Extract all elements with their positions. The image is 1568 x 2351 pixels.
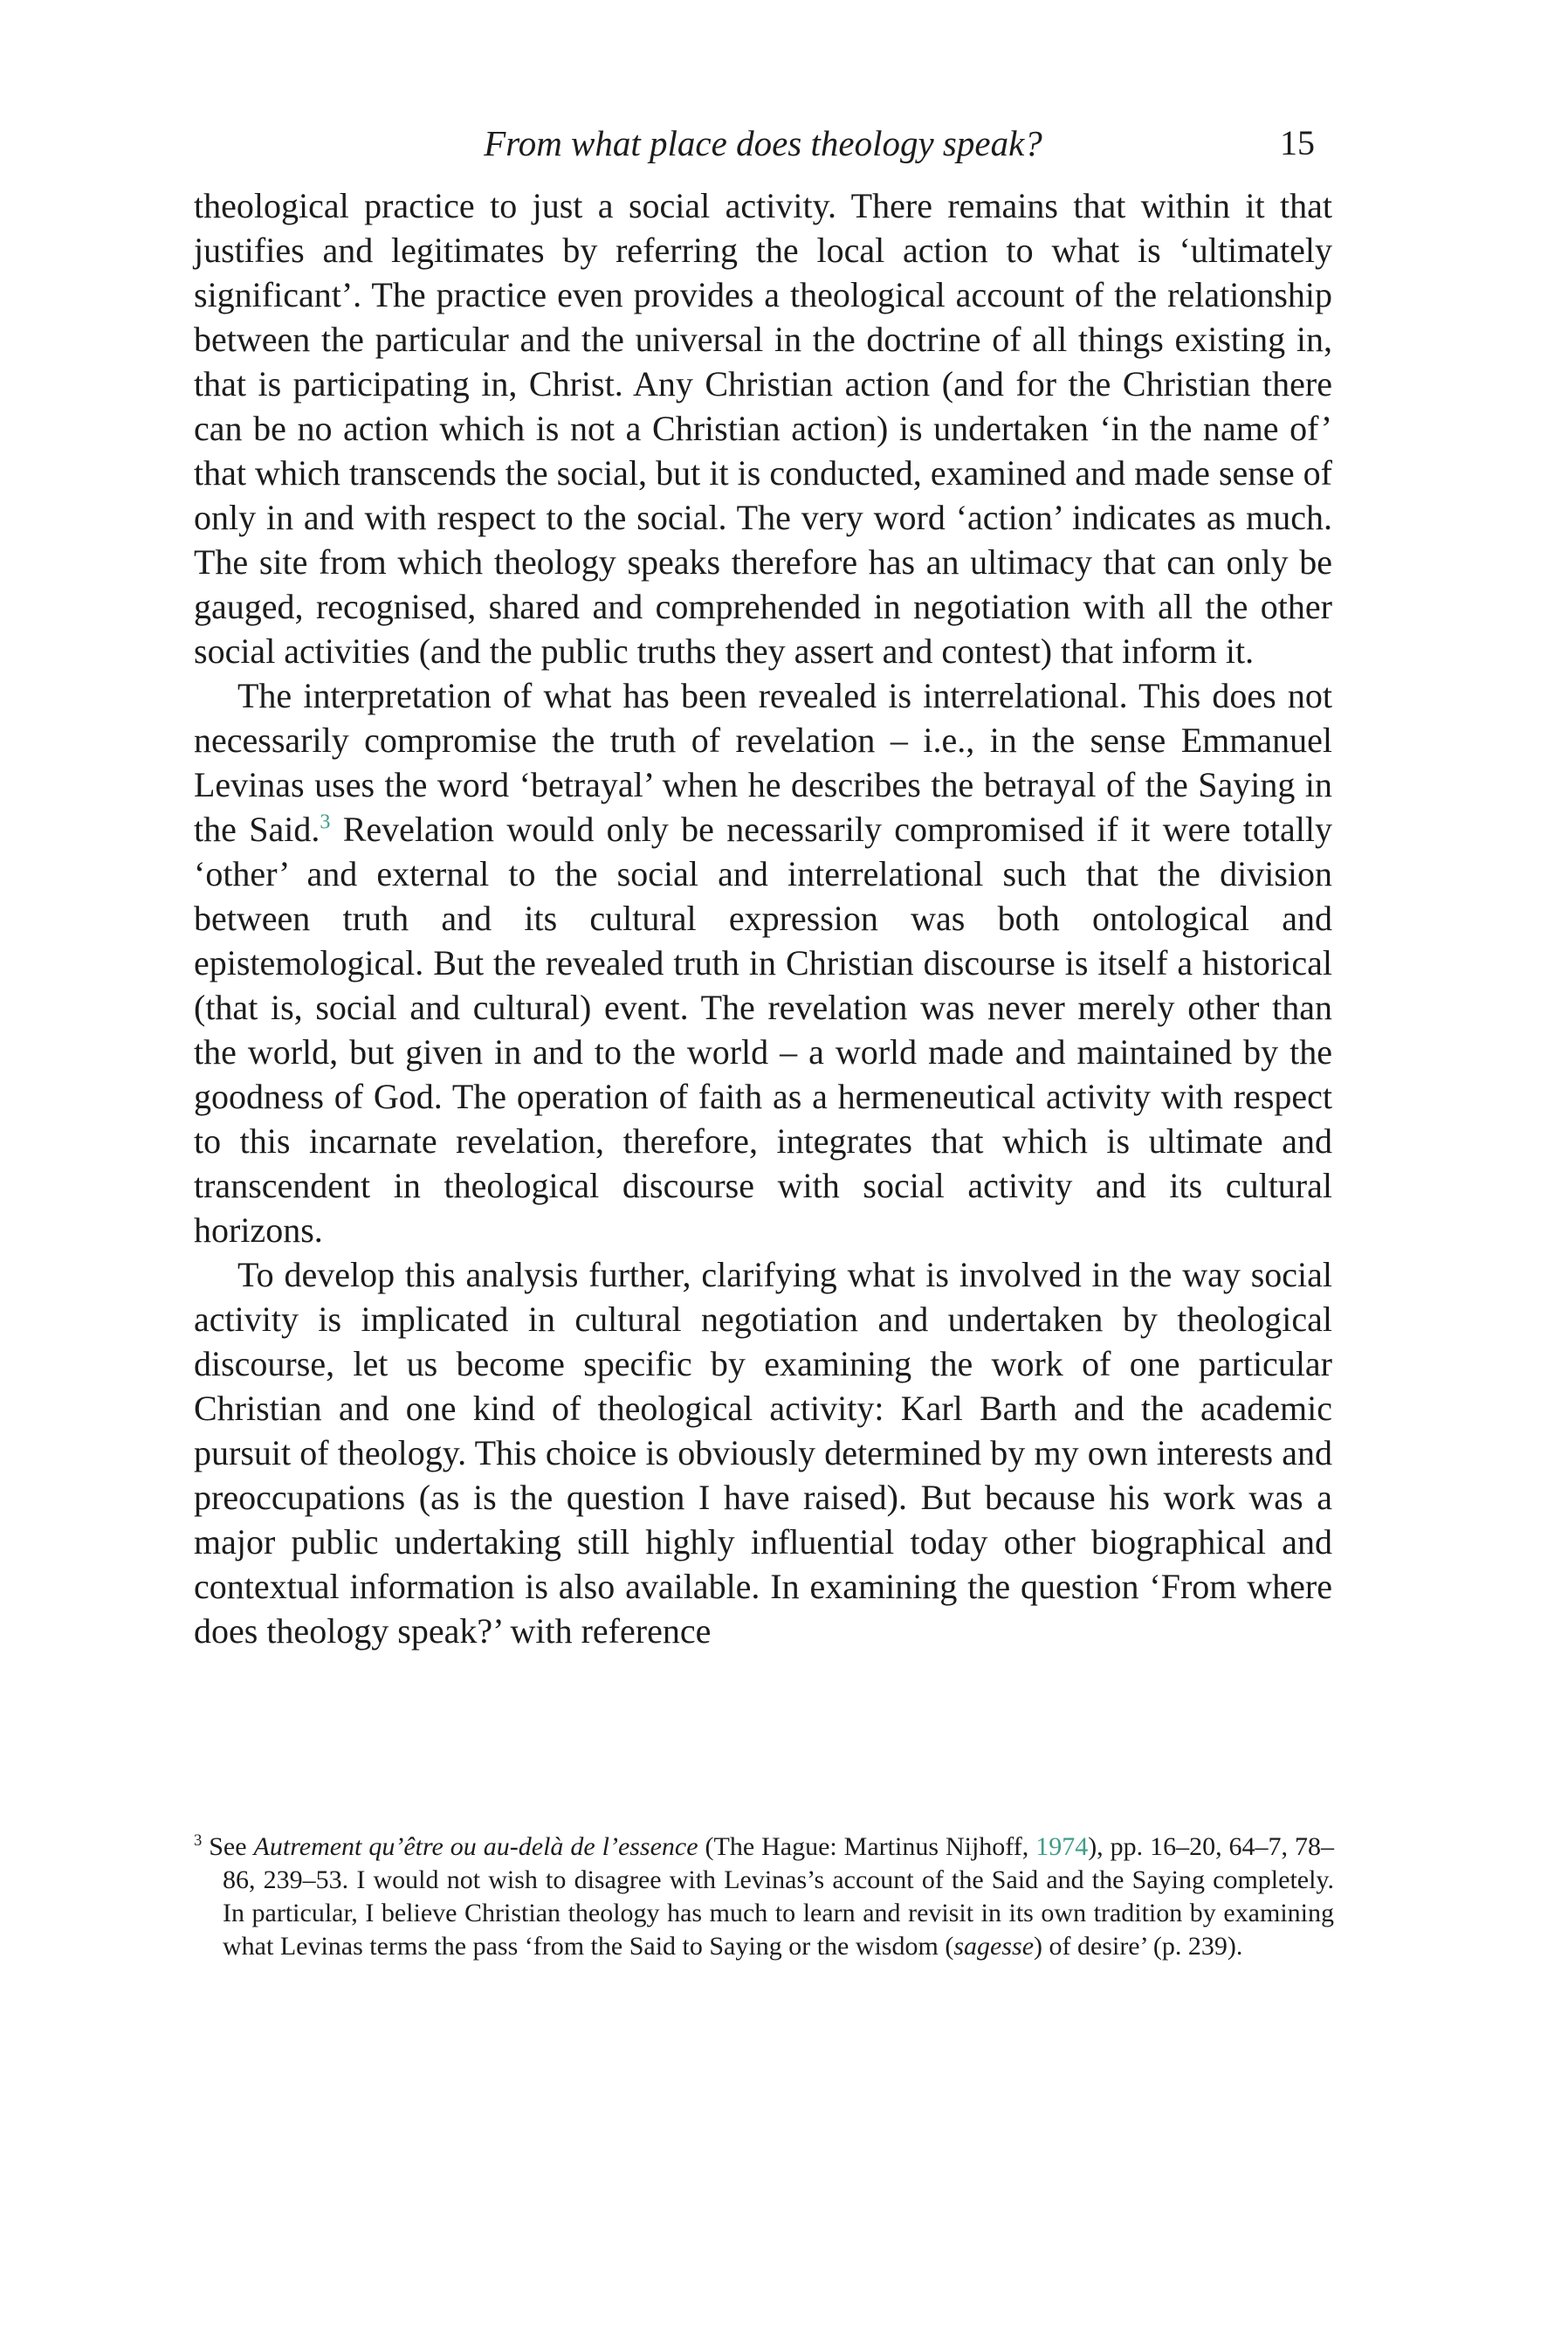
page-header [194, 121, 1332, 166]
footnote-3-pages-and-comment: ), pp. 16–20, 64–7, 78–86, 239–53. I would not wish to disagree with Levinas’s account of the Said and the Saying completely. In particular, I believe Christian theology has much to learn and revisit in its own tradition by examining what Levinas terms the pass ‘from the Said to Saying or the wisdom ( [223, 1832, 1334, 1961]
footnote-reference-3[interactable]: 3 [320, 810, 331, 834]
footnote-3-book-title: Autrement qu’être ou au-delà de l’essence [253, 1832, 698, 1861]
paragraph-2 [194, 673, 1332, 1252]
footnote-3-lead: See [209, 1832, 254, 1861]
paragraph-2-text-after-note: Revelation would only be necessarily compromised if it were totally ‘other’ and external to the social and interrelational such that the division between truth and its cultural expression was both ontological and epistemological. But the revealed truth in Christian discourse is itself a historical (that is, social and cultural) event. The revelation was never merely other than the world, but given in and to the world – a world made and maintained by the goodness of God. The operation of faith as a hermeneutical activity with respect to this incarnate revelation, therefore, integrates that which is ultimate and transcendent in theological discourse with social activity and its cultural horizons. [194, 810, 1333, 1250]
footnote-3-italic-term: sagesse [953, 1932, 1035, 1961]
paragraph-3: To develop this analysis further, clarifying what is involved in the way social activity is implicated in cultural negotiation and undertaken by theological discourse, let us become specific by examining the work of one particular Christian and one kind of theological activity: Karl Barth and the academic pursuit of theology. This choice is obviously determined by my own interests and preoccupations (as is the question I have raised). But because his work was a major public undertaking still highly influential today other biographical and contextual information is also available. In examining the question ‘From where does theology speak?’ with reference [194, 1255, 1332, 1651]
footnote-3-publisher: (The Hague: Martinus Nijhoff, [698, 1832, 1036, 1861]
footnote-area [194, 1830, 1334, 1963]
body-text [194, 183, 1332, 1653]
paragraph-2-text-before-note: The interpretation of what has been revealed is interrelational. This does not necessarily compromise the truth of revelation – i.e., in the sense Emmanuel Levinas uses the word ‘betrayal’ when he describes the betrayal of the Saying in the Said. [194, 676, 1332, 849]
footnote-3-closing: ) of desire’ (p. 239). [1034, 1932, 1243, 1961]
footnote-3-year-link[interactable]: 1974 [1035, 1832, 1089, 1861]
running-head: From what place does theology speak? [484, 123, 1042, 163]
footnote-3 [194, 1830, 1334, 1963]
footnote-3-marker: 3 [194, 1831, 203, 1850]
paragraph-1: theological practice to just a social activity. There remains that within it that justifies and legitimates by referring the local action to what is ‘ultimately significant’. The practice even provides a theological account of the relationship between the particular and the universal in the doctrine of all things existing in, that is participating in, Christ. Any Christian action (and for the Christian there can be no action which is not a Christian action) is undertaken ‘in the name of’ that which transcends the social, but it is conducted, examined and made sense of only in and with respect to the social. The very word ‘action’ indicates as much. The site from which theology speaks therefore has an ultimacy that can only be gauged, recognised, shared and comprehended in negotiation with all the other social activities (and the public truths they assert and contest) that inform it. [194, 186, 1332, 671]
page-number: 15 [1280, 123, 1315, 162]
